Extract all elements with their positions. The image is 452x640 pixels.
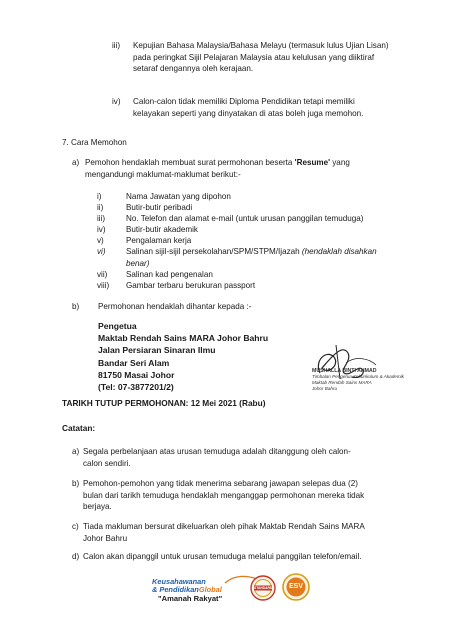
list-item: Gambar terbaru berukuran passport: [126, 281, 256, 290]
note-line: Pemohon-pemohon yang tidak menerima sebarang jawapan selepas dua (2): [83, 479, 358, 488]
note-line: bulan dari tarikh temuduga hendaklah menganggap permohonan mereka tidak: [83, 490, 365, 500]
signatory-title: Johor Bahru: [312, 386, 338, 391]
qual-line: pada peringkat Sijil Pelajaran Malaysia atau kelulusan yang diiktiraf: [133, 52, 375, 62]
slogan-text: & Pendidikan: [152, 585, 199, 594]
application-intro: [85, 157, 350, 180]
qual-text: [133, 96, 363, 119]
note-marker: b): [72, 479, 80, 488]
note-item: [83, 551, 362, 563]
slogan-text: Global: [198, 585, 222, 594]
list-item-number: vi): [97, 247, 106, 256]
signatory-title: Maktab Rendah Sains MARA: [312, 380, 372, 385]
list-item: No. Telefon dan alamat e-mail (untuk urusan panggilan temuduga): [126, 214, 364, 223]
list-item-note: (hendaklah disahkan: [301, 247, 377, 256]
qual-line: setaraf dengannya oleh kerajaan.: [133, 64, 254, 73]
note-item: [83, 446, 351, 469]
note-line: calon sendiri.: [83, 458, 131, 468]
list-item: Salinan kad pengenalan: [126, 270, 213, 279]
list-item-number: ii): [97, 203, 104, 212]
signatory-title: Timbalan Pengetua Kokurikulum & Akademik: [312, 374, 404, 379]
note-marker: c): [72, 522, 79, 531]
qual-line: Calon-calon tidak memiliki Diploma Pendidikan tetapi memiliki: [133, 97, 355, 106]
list-item: Pengalaman kerja: [126, 236, 192, 245]
qual-number: iii): [112, 41, 121, 50]
list-item-number: iii): [97, 214, 106, 223]
esv-certification-badge: [282, 573, 310, 601]
address-line: Maktab Rendah Sains MARA Johor Bahru: [98, 333, 269, 344]
badge-label: STANDARD: [254, 585, 273, 590]
address-line: 81750 Masai Johor: [98, 369, 175, 380]
address-line: (Tel: 07-3877201/2): [98, 382, 174, 393]
note-line: Johor Bahru: [83, 533, 128, 543]
list-item-number: i): [97, 192, 102, 201]
mailing-address: [98, 320, 268, 393]
qual-number: iv): [112, 97, 121, 106]
section-heading: 7. Cara Memohon: [62, 138, 127, 147]
address-line: Bandar Seri Alam: [98, 357, 170, 368]
intro-text: Pemohon hendaklah membuat surat permohonan beserta: [85, 158, 295, 167]
list-item-note: benar): [126, 258, 150, 268]
qual-line: kelayakan seperti yang dinyatakan di atas boleh juga memohon.: [133, 108, 364, 118]
note-line: berjaya.: [83, 502, 112, 511]
note-line: Calon akan dipanggil untuk urusan temuduga melalui panggilan telefon/email.: [83, 552, 362, 561]
submission-instruction: Permohonan hendaklah dihantar kepada :-: [98, 302, 252, 311]
badge-label: ESV: [288, 583, 303, 590]
note-line: Segala perbelanjaan atas urusan temuduga adalah ditanggung oleh calon-: [83, 447, 351, 456]
qual-text: [133, 40, 389, 75]
closing-date: TARIKH TUTUP PERMOHONAN: 12 Mei 2021 (Rabu): [62, 398, 266, 408]
signatory-name: MUSHALLA BINTI AHMAD: [312, 368, 377, 374]
note-item: [83, 521, 365, 544]
item-marker: b): [72, 302, 80, 311]
qual-line: Kepujian Bahasa Malaysia/Bahasa Melayu (termasuk lulus Ujian Lisan): [133, 41, 389, 50]
slogan-text: "Amanah Rakyat": [158, 594, 223, 603]
resume-keyword: 'Resume': [294, 158, 331, 167]
note-marker: a): [72, 447, 80, 456]
notes-heading: Catatan:: [62, 423, 96, 433]
address-line: Pengetua: [98, 321, 137, 331]
list-item: Nama Jawatan yang dipohon: [126, 192, 231, 201]
note-line: Tiada makluman bersurat dikeluarkan oleh pihak Maktab Rendah Sains MARA: [83, 522, 365, 531]
intro-text: yang: [330, 158, 350, 167]
list-item-number: iv): [97, 225, 106, 234]
slogan-text: Keusahawanan: [152, 577, 206, 586]
slogan-logo: [152, 578, 262, 608]
item-marker: a): [72, 158, 80, 167]
intro-text: mengandungi maklumat-maklumat berikut:-: [85, 169, 241, 179]
note-marker: d): [72, 552, 80, 561]
list-item: Butir-butir peribadi: [126, 203, 193, 212]
list-item: Butir-butir akademik: [126, 225, 198, 234]
list-item-number: viii): [97, 281, 110, 290]
signature-block: [312, 368, 404, 392]
standard-certification-badge: [250, 575, 276, 601]
list-item-number: v): [97, 236, 104, 245]
list-item-number: vii): [97, 270, 108, 279]
list-item-text: Salinan sijil-sijil persekolahan/SPM/STPM/Ijazah: [126, 247, 302, 256]
list-item: [126, 246, 377, 269]
note-item: [83, 478, 364, 513]
address-line: Jalan Persiaran Sinaran Ilmu: [98, 345, 216, 356]
